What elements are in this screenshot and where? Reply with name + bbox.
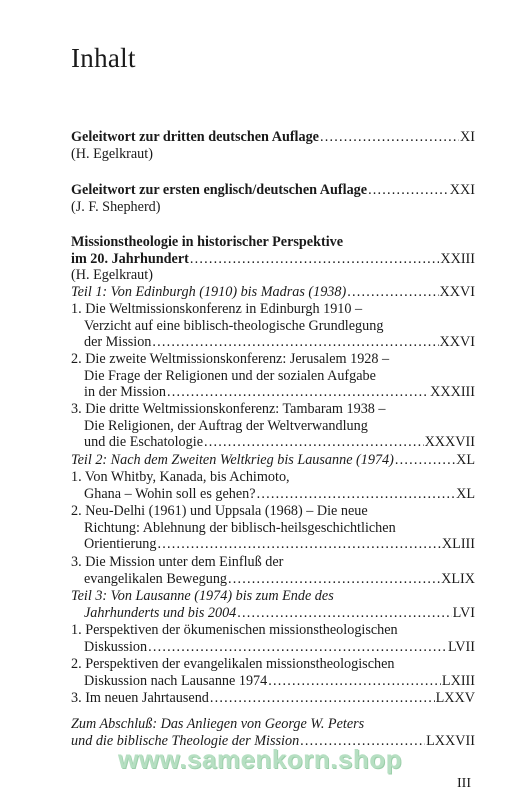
toc-entry-missionstheologie [71, 234, 475, 284]
watermark: www.samenkorn.shop [118, 744, 402, 774]
toc-page-number: XLIII [441, 536, 475, 553]
toc-entry-title: Missionstheologie in historischer Perspektive [71, 234, 344, 250]
toc-item-line: 3. Die Mission unter dem Einfluß der [71, 554, 284, 570]
dot-leader [257, 486, 456, 503]
toc-item-line: 2. Neu-Delhi (1961) und Uppsala (1968) – Die neue [71, 503, 368, 519]
dot-leader [237, 605, 451, 622]
dot-leader [148, 639, 447, 656]
toc-page-number: LXIII [441, 672, 475, 689]
toc-page-number: LXXVII [426, 732, 475, 749]
toc-item-line: 2. Die zweite Weltmissionskonferenz: Jerusalem 1928 – [71, 351, 390, 367]
toc-page-number: LVI [452, 604, 475, 621]
toc-item-2-3 [71, 554, 475, 587]
toc-closing-title-cont: und die biblische Theologie der Mission [71, 732, 300, 749]
toc-entry-foreword-first [71, 182, 475, 215]
toc-item-line: Verzicht auf eine biblisch-theologische Grundlegung [84, 317, 384, 334]
dot-leader [152, 334, 438, 351]
dot-leader [210, 690, 435, 707]
toc-part-1 [71, 284, 475, 301]
toc-part-title-cont: Jahrhunderts und bis 2004 [84, 604, 237, 621]
toc-closing-title: Zum Abschluß: Das Anliegen von George W. Peters [71, 716, 365, 732]
toc-item-line: in der Mission [84, 384, 166, 401]
toc-item-1-3 [71, 401, 475, 451]
toc-page-number: LXXV [435, 690, 475, 706]
toc-item-line: Die Frage der Religionen und der sozialen Aufgabe [84, 367, 376, 384]
toc-item-line: und die Eschatologie [84, 434, 203, 451]
toc-item-line: 1. Von Whitby, Kanada, bis Achimoto, [71, 469, 290, 485]
dot-leader [190, 251, 439, 268]
toc-page-number: XLIX [441, 570, 475, 587]
toc-item-1-1 [71, 301, 475, 351]
dot-leader [395, 452, 455, 469]
toc-part-title: Teil 1: Von Edinburgh (1910) bis Madras (1938) [71, 284, 347, 300]
toc-page-number: LVII [447, 638, 475, 655]
toc-item-3-2 [71, 656, 475, 689]
toc-entry-author: (H. Egelkraut) [71, 267, 153, 284]
dot-leader [320, 129, 459, 146]
toc-item-line: Diskussion nach Lausanne 1974 [84, 672, 268, 689]
toc-page-number: XXIII [440, 250, 475, 267]
toc-page-number: XL [456, 452, 475, 468]
toc-page-number: XXI [449, 182, 475, 198]
toc-item-line: 1. Die Weltmissionskonferenz in Edinburgh 1910 – [71, 301, 363, 317]
toc-entry-title-cont: im 20. Jahrhundert [71, 250, 189, 267]
dot-leader [347, 284, 438, 301]
toc-item-3-1 [71, 622, 475, 655]
toc-page-number: XXXVII [424, 434, 475, 451]
dot-leader [167, 384, 429, 401]
toc-entry-title: Geleitwort zur ersten englisch/deutschen Auflage [71, 182, 368, 198]
toc-entry-foreword-third [71, 129, 475, 162]
toc-part-title: Teil 3: Von Lausanne (1974) bis zum Ende des [71, 588, 334, 604]
toc-page-number: XXVI [439, 334, 475, 351]
dot-leader [228, 571, 440, 588]
toc-item-3-3 [71, 690, 475, 707]
toc-item-line: Ghana – Wohin soll es gehen? [84, 485, 256, 502]
toc-item-2-1 [71, 469, 475, 502]
dot-leader [268, 673, 441, 690]
toc-item-line: der Mission [84, 334, 152, 351]
toc-item-1-2 [71, 351, 475, 401]
toc-item-line: Richtung: Ablehnung der biblisch-heilsgeschichtlichen [84, 519, 396, 536]
toc-item-line: 3. Im neuen Jahrtausend [71, 690, 209, 706]
toc-page-number: XL [456, 485, 475, 502]
page-title: Inhalt [71, 43, 136, 73]
toc-item-line: Diskussion [84, 638, 148, 655]
toc-part-3 [71, 588, 475, 621]
toc-page-number: XXVI [439, 284, 475, 300]
toc-item-line: 1. Perspektiven der ökumenischen missionstheologischen [71, 622, 398, 638]
toc-item-2-2 [71, 503, 475, 553]
toc-entry-author: (J. F. Shepherd) [71, 198, 161, 215]
toc-page-number: XI [460, 129, 475, 145]
toc-item-line: evangelikalen Bewegung [84, 570, 228, 587]
toc-item-line: Orientierung [84, 536, 157, 553]
dot-leader [158, 536, 441, 553]
toc-item-line: 2. Perspektiven der evangelikalen missionstheologischen [71, 656, 395, 672]
toc-entry-title: Geleitwort zur dritten deutschen Auflage [71, 129, 319, 145]
toc-part-2 [71, 452, 475, 469]
toc-part-title: Teil 2: Nach dem Zweiten Weltkrieg bis Lausanne (1974) [71, 452, 394, 468]
toc-item-line: 3. Die dritte Weltmissionskonferenz: Tambaram 1938 – [71, 401, 386, 417]
toc-page-number: XXXIII [430, 384, 475, 401]
toc-entry-author: (H. Egelkraut) [71, 145, 153, 162]
dot-leader [204, 434, 424, 451]
toc-item-line: Die Religionen, der Auftrag der Weltverwandlung [84, 417, 368, 434]
dot-leader [368, 182, 449, 199]
page-number: III [457, 776, 471, 791]
